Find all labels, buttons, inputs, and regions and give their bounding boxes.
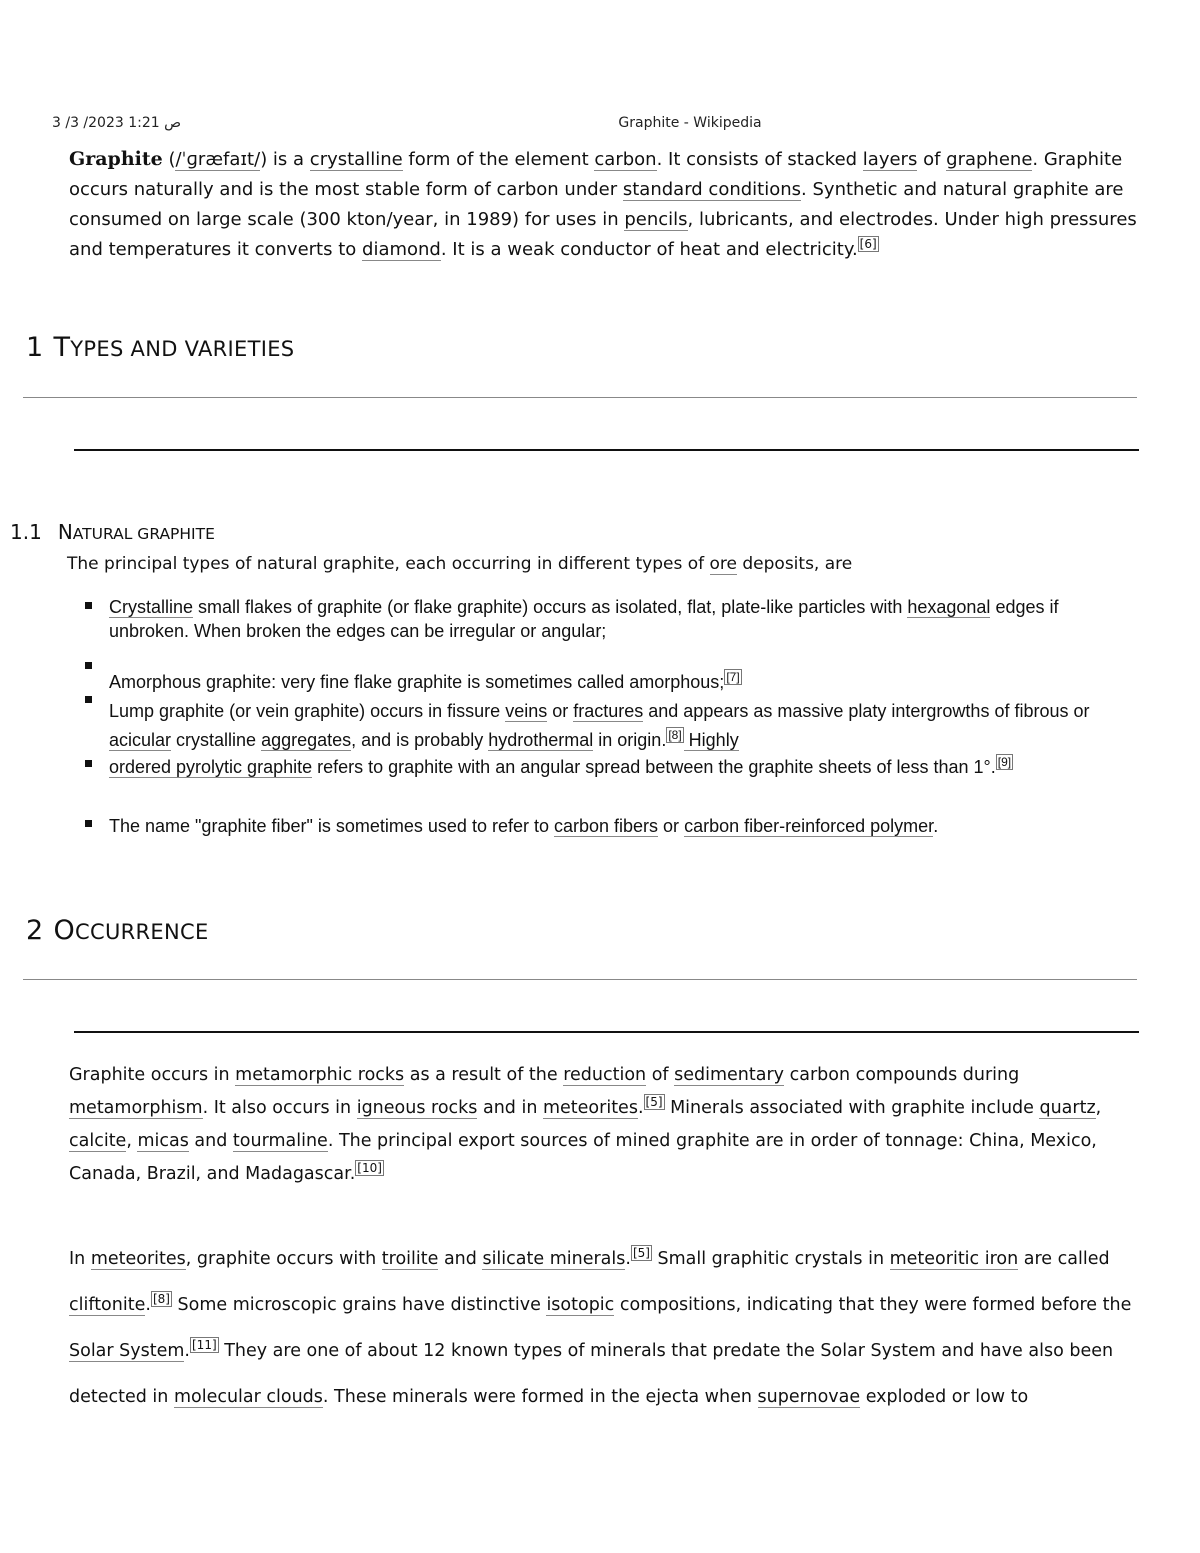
intro-paragraph: Graphite (/ˈɡræfaɪt/) is a crystalline form of the element carbon. It consists of stacked layers of graphene. Graphite occurs naturally and is the most stable form of carbon under standard conditions. Synthetic and natural graphite are consumed on large scale (300 kton/year, in 1989) for uses in pencils, lubricants, and electrodes. Under high pressures and temperatures it converts to diamond. It is a weak conductor of heat and electricity. [6] bbox=[69, 148, 1137, 260]
link-ordered-pyrolytic-graphite[interactable]: ordered pyrolytic graphite bbox=[109, 757, 313, 777]
citation-5b[interactable]: [5] bbox=[632, 1246, 650, 1261]
bullet-marker bbox=[85, 602, 92, 609]
link-meteorites[interactable]: meteorites bbox=[542, 1098, 638, 1118]
list-item: ordered pyrolytic graphite refers to graphite with an angular spread between the graphite sheets of less than 1°. [9] bbox=[109, 755, 1012, 777]
pronunciation-link[interactable]: /ˈɡræfaɪt/ bbox=[175, 149, 261, 170]
link-hexagonal[interactable]: hexagonal bbox=[907, 597, 991, 617]
link-carbon[interactable]: carbon bbox=[594, 149, 657, 170]
list-item: The name "graphite fiber" is sometimes used to refer to carbon fibers or carbon fiber-reinforced polymer. bbox=[109, 816, 939, 836]
link-layers[interactable]: layers bbox=[862, 149, 918, 170]
section-divider-bold bbox=[74, 449, 1139, 451]
link-crystalline[interactable]: crystalline bbox=[309, 149, 403, 170]
link-fractures[interactable]: fractures bbox=[573, 701, 644, 721]
link-acicular[interactable]: acicular bbox=[109, 730, 172, 750]
link-crystalline-item[interactable]: Crystalline bbox=[109, 597, 194, 617]
citation-11[interactable]: [11] bbox=[192, 1338, 217, 1353]
link-meteoritic-iron[interactable]: meteoritic iron bbox=[889, 1249, 1019, 1269]
link-solar-system[interactable]: Solar System bbox=[69, 1341, 185, 1361]
link-cfrp[interactable]: carbon fiber-reinforced polymer bbox=[684, 816, 934, 836]
link-supernovae[interactable]: supernovae bbox=[757, 1387, 861, 1407]
link-troilite[interactable]: troilite bbox=[381, 1249, 439, 1269]
print-datetime: 3 /3 /2023 1:21 ص bbox=[52, 115, 182, 131]
citation-8b[interactable]: [8] bbox=[152, 1292, 170, 1307]
citation-8[interactable]: [8] bbox=[668, 728, 682, 742]
link-hydrothermal[interactable]: hydrothermal bbox=[488, 730, 594, 750]
link-isotopic[interactable]: isotopic bbox=[546, 1295, 615, 1315]
link-silicate-minerals[interactable]: silicate minerals bbox=[482, 1249, 626, 1269]
link-veins[interactable]: veins bbox=[505, 701, 548, 721]
list-item: Lump graphite (or vein graphite) occurs in fissure veins or fractures and appears as massive platy intergrowths of fibrous or acicular crystalline aggregates, and is probably hydrothermal in origin. [8] Highly bbox=[109, 701, 1090, 750]
section-divider bbox=[23, 979, 1137, 980]
list-item: Crystalline small flakes of graphite (or flake graphite) occurs as isolated, flat, plate-like particles with hexagonal edges if unbroken. When broken the edges can be irregular or angular; bbox=[85, 595, 1115, 643]
section-divider-bold bbox=[74, 1031, 1139, 1033]
link-highly-ordered-pyrolytic[interactable]: Highly bbox=[683, 730, 739, 750]
citation-5[interactable]: [5] bbox=[645, 1095, 663, 1110]
link-calcite[interactable]: calcite bbox=[69, 1131, 127, 1151]
link-micas[interactable]: micas bbox=[137, 1131, 189, 1151]
link-cliftonite[interactable]: cliftonite bbox=[69, 1295, 146, 1315]
link-ore[interactable]: ore bbox=[709, 554, 737, 574]
occurrence-paragraph-1: Graphite occurs in metamorphic rocks as a result of the reduction of sedimentary carbon compounds during metamorphism. It also occurs in igneous rocks and in meteorites. [5] Minerals associated with graphite include quartz, calcite, micas and tourmaline. The principal export sources of mined graphite are in order of tonnage: China, Mexico, Canada, Brazil, and Madagascar. [10] bbox=[69, 1065, 1102, 1184]
occurrence-paragraph-2: In meteorites, graphite occurs with troilite and silicate minerals. [5] Small graphitic crystals in meteoritic iron are called cliftonite. [8] Some microscopic grains have distinctive isotopic compositions, indicating that they were formed before the Solar System. [11] They are one of about 12 known types of minerals that predate the Solar System and have also been detected in molecular clouds. These minerals were formed in the ejecta when supernovae exploded or low to bbox=[69, 1246, 1132, 1407]
citation-10[interactable]: [10] bbox=[357, 1161, 382, 1176]
link-aggregates[interactable]: aggregates bbox=[261, 730, 352, 750]
link-quartz[interactable]: quartz bbox=[1039, 1098, 1096, 1118]
link-carbon-fibers[interactable]: carbon fibers bbox=[553, 816, 659, 836]
link-meteorites-2[interactable]: meteorites bbox=[90, 1249, 186, 1269]
natural-graphite-lead: The principal types of natural graphite, each occurring in different types of ore deposits, are bbox=[67, 554, 853, 574]
citation-9[interactable]: [9] bbox=[997, 755, 1012, 769]
link-molecular-clouds[interactable]: molecular clouds bbox=[173, 1387, 323, 1407]
link-sedimentary[interactable]: sedimentary bbox=[674, 1065, 785, 1085]
subsection-heading-natural-graphite: 1.1 NATURAL GRAPHITE bbox=[10, 520, 215, 544]
link-graphene[interactable]: graphene bbox=[946, 149, 1033, 170]
section-heading-types: 1 TYPES AND VARIETIES bbox=[26, 332, 295, 363]
link-metamorphic-rocks[interactable]: metamorphic rocks bbox=[235, 1065, 405, 1085]
list-item: Amorphous graphite: very fine flake graphite is sometimes called amorphous; [7] bbox=[109, 670, 740, 692]
bullet-marker bbox=[85, 662, 92, 669]
link-pencils[interactable]: pencils bbox=[624, 209, 688, 230]
article-subject: Graphite bbox=[69, 148, 163, 170]
link-standard-conditions[interactable]: standard conditions bbox=[622, 179, 802, 200]
print-page-title: Graphite - Wikipedia bbox=[618, 115, 762, 131]
citation-6[interactable]: [6] bbox=[859, 237, 877, 251]
section-divider bbox=[23, 397, 1137, 398]
link-igneous-rocks[interactable]: igneous rocks bbox=[356, 1098, 478, 1118]
link-reduction[interactable]: reduction bbox=[563, 1065, 647, 1085]
graphite-types-list bbox=[85, 595, 1115, 643]
link-diamond[interactable]: diamond bbox=[362, 239, 441, 260]
link-metamorphism[interactable]: metamorphism bbox=[69, 1098, 203, 1118]
link-tourmaline[interactable]: tourmaline bbox=[232, 1131, 328, 1151]
citation-7[interactable]: [7] bbox=[726, 670, 740, 684]
section-heading-occurrence: 2 OCCURRENCE bbox=[26, 915, 209, 946]
